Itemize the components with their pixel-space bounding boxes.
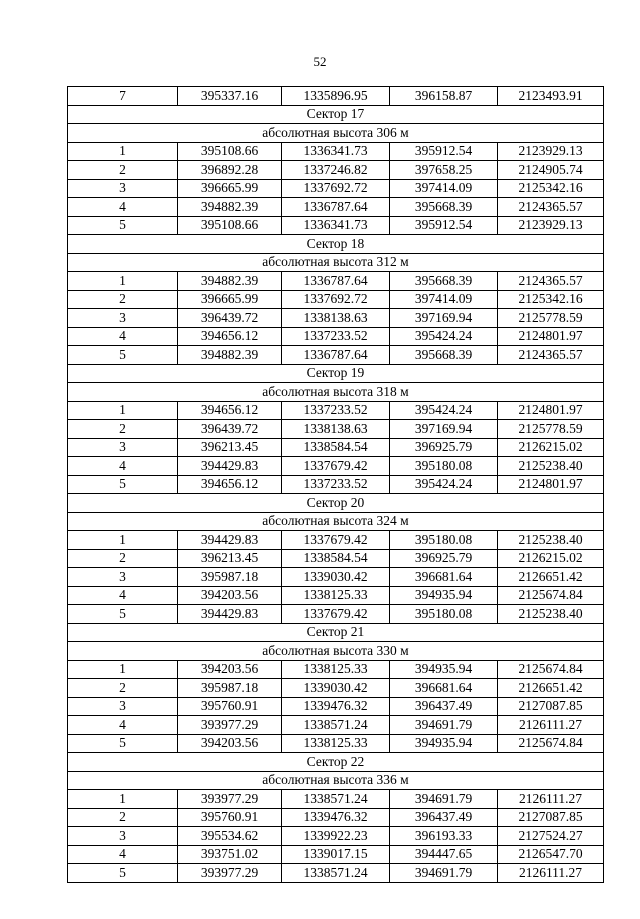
- point-number-cell: 5: [68, 864, 178, 883]
- sector-altitude-row: [68, 642, 604, 661]
- coordinate-cell: 395760.91: [178, 697, 282, 716]
- sector-title-row: [68, 105, 604, 124]
- coordinate-cell: 1338571.24: [282, 790, 390, 809]
- table-row: [68, 790, 604, 809]
- point-number-cell: 4: [68, 327, 178, 346]
- sector-title: Сектор 17: [68, 105, 604, 124]
- coordinate-cell: 1336787.64: [282, 346, 390, 365]
- coordinate-cell: 2124905.74: [498, 161, 604, 180]
- coordinate-cell: 2125674.84: [498, 734, 604, 753]
- point-number-cell: 5: [68, 346, 178, 365]
- point-number-cell: 5: [68, 605, 178, 624]
- coordinate-cell: 394691.79: [390, 864, 498, 883]
- coordinate-cell: 1337233.52: [282, 475, 390, 494]
- sector-altitude: абсолютная высота 312 м: [68, 253, 604, 272]
- coordinate-cell: 1337246.82: [282, 161, 390, 180]
- point-number-cell: 5: [68, 734, 178, 753]
- table-row: [68, 845, 604, 864]
- coordinate-cell: 394691.79: [390, 790, 498, 809]
- table-row: [68, 420, 604, 439]
- sector-altitude-row: [68, 512, 604, 531]
- point-number-cell: 3: [68, 827, 178, 846]
- coordinate-cell: 393977.29: [178, 864, 282, 883]
- coordinate-cell: 396158.87: [390, 87, 498, 106]
- table-row: [68, 438, 604, 457]
- coordinate-cell: 2124801.97: [498, 475, 604, 494]
- coordinate-cell: 397414.09: [390, 290, 498, 309]
- point-number-cell: 3: [68, 309, 178, 328]
- coordinate-cell: 394203.56: [178, 660, 282, 679]
- coordinate-cell: 2126547.70: [498, 845, 604, 864]
- coordinate-cell: 1337692.72: [282, 179, 390, 198]
- coordinate-cell: 397169.94: [390, 420, 498, 439]
- coordinate-cell: 394656.12: [178, 327, 282, 346]
- coordinate-cell: 393977.29: [178, 790, 282, 809]
- sector-altitude: абсолютная высота 336 м: [68, 771, 604, 790]
- coordinate-cell: 2124365.57: [498, 198, 604, 217]
- table-row: [68, 549, 604, 568]
- coordinate-cell: 1338571.24: [282, 716, 390, 735]
- table-row: [68, 531, 604, 550]
- coordinate-cell: 2124801.97: [498, 401, 604, 420]
- coordinate-cell: 395912.54: [390, 216, 498, 235]
- sector-altitude: абсолютная высота 330 м: [68, 642, 604, 661]
- coordinate-cell: 394429.83: [178, 457, 282, 476]
- coordinate-cell: 1335896.95: [282, 87, 390, 106]
- coordinate-cell: 2126651.42: [498, 679, 604, 698]
- coordinate-cell: 394203.56: [178, 586, 282, 605]
- coordinate-cell: 2124801.97: [498, 327, 604, 346]
- coordinate-cell: 2124365.57: [498, 346, 604, 365]
- table-row: [68, 827, 604, 846]
- table-row: [68, 716, 604, 735]
- coordinate-cell: 2125238.40: [498, 457, 604, 476]
- coordinate-cell: 397414.09: [390, 179, 498, 198]
- coordinate-cell: 2124365.57: [498, 272, 604, 291]
- coordinate-cell: 396681.64: [390, 568, 498, 587]
- coordinate-cell: 2125238.40: [498, 531, 604, 550]
- point-number-cell: 4: [68, 716, 178, 735]
- coordinate-cell: 396665.99: [178, 290, 282, 309]
- point-number-cell: 7: [68, 87, 178, 106]
- coordinate-cell: 1338138.63: [282, 420, 390, 439]
- point-number-cell: 2: [68, 808, 178, 827]
- page-number: 52: [313, 54, 327, 69]
- sector-altitude: абсолютная высота 324 м: [68, 512, 604, 531]
- coordinate-cell: 396925.79: [390, 438, 498, 457]
- coordinate-cell: 394882.39: [178, 272, 282, 291]
- coordinate-cell: 397169.94: [390, 309, 498, 328]
- coordinate-cell: 395760.91: [178, 808, 282, 827]
- coordinate-cell: 394882.39: [178, 346, 282, 365]
- coordinates-table-body: [68, 87, 604, 883]
- coordinate-cell: 2125674.84: [498, 586, 604, 605]
- point-number-cell: 2: [68, 161, 178, 180]
- coordinate-cell: 395987.18: [178, 679, 282, 698]
- coordinate-cell: 395668.39: [390, 346, 498, 365]
- table-row: [68, 161, 604, 180]
- coordinate-cell: 2126215.02: [498, 549, 604, 568]
- coordinate-cell: 395108.66: [178, 142, 282, 161]
- coordinate-cell: 1337233.52: [282, 401, 390, 420]
- sector-title-row: [68, 623, 604, 642]
- coordinate-cell: 393751.02: [178, 845, 282, 864]
- coordinate-cell: 1336787.64: [282, 272, 390, 291]
- point-number-cell: 1: [68, 790, 178, 809]
- coordinate-cell: 1336787.64: [282, 198, 390, 217]
- point-number-cell: 1: [68, 531, 178, 550]
- coordinate-cell: 1339922.23: [282, 827, 390, 846]
- table-row: [68, 660, 604, 679]
- sector-altitude-row: [68, 771, 604, 790]
- coordinate-cell: 2127087.85: [498, 697, 604, 716]
- coordinate-cell: 1337679.42: [282, 531, 390, 550]
- coordinate-cell: 394691.79: [390, 716, 498, 735]
- coordinate-cell: 1339017.15: [282, 845, 390, 864]
- coordinate-cell: 395668.39: [390, 198, 498, 217]
- coordinate-cell: 2127524.27: [498, 827, 604, 846]
- table-row: [68, 290, 604, 309]
- coordinate-cell: 394882.39: [178, 198, 282, 217]
- coordinate-cell: 396437.49: [390, 697, 498, 716]
- table-row: [68, 142, 604, 161]
- table-row: [68, 568, 604, 587]
- sector-altitude-row: [68, 253, 604, 272]
- sector-altitude: абсолютная высота 306 м: [68, 124, 604, 143]
- coordinate-cell: 1338125.33: [282, 660, 390, 679]
- table-row: [68, 864, 604, 883]
- coordinate-cell: 2125778.59: [498, 420, 604, 439]
- coordinate-cell: 396892.28: [178, 161, 282, 180]
- table-row: [68, 457, 604, 476]
- sector-title-row: [68, 753, 604, 772]
- table-row: [68, 346, 604, 365]
- table-row: [68, 179, 604, 198]
- sector-title: Сектор 20: [68, 494, 604, 513]
- table-row: [68, 679, 604, 698]
- point-number-cell: 2: [68, 290, 178, 309]
- coordinate-cell: 2126111.27: [498, 790, 604, 809]
- coordinate-cell: 395424.24: [390, 327, 498, 346]
- coordinate-cell: 2125238.40: [498, 605, 604, 624]
- coordinate-cell: 1339476.32: [282, 697, 390, 716]
- coordinate-cell: 395108.66: [178, 216, 282, 235]
- coordinate-cell: 1337679.42: [282, 605, 390, 624]
- coordinate-cell: 2126651.42: [498, 568, 604, 587]
- coordinate-cell: 2125674.84: [498, 660, 604, 679]
- coordinate-cell: 397658.25: [390, 161, 498, 180]
- coordinate-cell: 395424.24: [390, 475, 498, 494]
- coordinate-cell: 394429.83: [178, 605, 282, 624]
- table-row: [68, 327, 604, 346]
- coordinate-cell: 394429.83: [178, 531, 282, 550]
- coordinate-cell: 1338584.54: [282, 549, 390, 568]
- coordinate-cell: 2126215.02: [498, 438, 604, 457]
- coordinate-cell: 396665.99: [178, 179, 282, 198]
- coordinate-cell: 2126111.27: [498, 864, 604, 883]
- table-row: [68, 586, 604, 605]
- point-number-cell: 5: [68, 216, 178, 235]
- table-row: [68, 272, 604, 291]
- sector-title: Сектор 18: [68, 235, 604, 254]
- coordinate-cell: 395180.08: [390, 457, 498, 476]
- point-number-cell: 4: [68, 198, 178, 217]
- point-number-cell: 4: [68, 586, 178, 605]
- coordinate-cell: 1336341.73: [282, 142, 390, 161]
- coordinate-cell: 394656.12: [178, 475, 282, 494]
- sector-altitude: абсолютная высота 318 м: [68, 383, 604, 402]
- sector-title-row: [68, 235, 604, 254]
- table-row: [68, 475, 604, 494]
- sector-title-row: [68, 494, 604, 513]
- coordinate-cell: 396439.72: [178, 309, 282, 328]
- sector-altitude-row: [68, 383, 604, 402]
- coordinate-cell: 396925.79: [390, 549, 498, 568]
- table-row: [68, 198, 604, 217]
- coordinate-cell: 394935.94: [390, 586, 498, 605]
- coordinate-cell: 395180.08: [390, 531, 498, 550]
- point-number-cell: 3: [68, 568, 178, 587]
- coordinate-cell: 396437.49: [390, 808, 498, 827]
- coordinate-cell: 2123493.91: [498, 87, 604, 106]
- table-row: [68, 605, 604, 624]
- coordinate-cell: 395534.62: [178, 827, 282, 846]
- table-row: [68, 808, 604, 827]
- point-number-cell: 4: [68, 845, 178, 864]
- coordinate-cell: 1338138.63: [282, 309, 390, 328]
- coordinate-cell: 2125342.16: [498, 290, 604, 309]
- sector-title: Сектор 22: [68, 753, 604, 772]
- coordinate-cell: 2125778.59: [498, 309, 604, 328]
- coordinate-cell: 394656.12: [178, 401, 282, 420]
- point-number-cell: 4: [68, 457, 178, 476]
- table-row: [68, 87, 604, 106]
- point-number-cell: 1: [68, 142, 178, 161]
- coordinate-cell: 395424.24: [390, 401, 498, 420]
- coordinate-cell: 395987.18: [178, 568, 282, 587]
- coordinate-cell: 1337679.42: [282, 457, 390, 476]
- coordinate-cell: 2123929.13: [498, 216, 604, 235]
- coordinate-cell: 396681.64: [390, 679, 498, 698]
- table-row: [68, 734, 604, 753]
- coordinate-cell: 1336341.73: [282, 216, 390, 235]
- table-row: [68, 401, 604, 420]
- sector-title-row: [68, 364, 604, 383]
- coordinate-cell: 1338584.54: [282, 438, 390, 457]
- coordinate-cell: 1339030.42: [282, 568, 390, 587]
- coordinate-cell: 2126111.27: [498, 716, 604, 735]
- coordinate-cell: 1339476.32: [282, 808, 390, 827]
- coordinate-cell: 2123929.13: [498, 142, 604, 161]
- coordinate-cell: 396193.33: [390, 827, 498, 846]
- coordinate-cell: 393977.29: [178, 716, 282, 735]
- table-row: [68, 309, 604, 328]
- coordinate-cell: 1339030.42: [282, 679, 390, 698]
- coordinate-cell: 396439.72: [178, 420, 282, 439]
- coordinate-cell: 394203.56: [178, 734, 282, 753]
- sector-altitude-row: [68, 124, 604, 143]
- point-number-cell: 2: [68, 420, 178, 439]
- coordinate-cell: 395180.08: [390, 605, 498, 624]
- coordinate-cell: 1338571.24: [282, 864, 390, 883]
- point-number-cell: 3: [68, 697, 178, 716]
- coordinate-cell: 1338125.33: [282, 734, 390, 753]
- sector-title: Сектор 19: [68, 364, 604, 383]
- point-number-cell: 1: [68, 660, 178, 679]
- coordinate-cell: 394935.94: [390, 660, 498, 679]
- coordinate-cell: 395337.16: [178, 87, 282, 106]
- point-number-cell: 5: [68, 475, 178, 494]
- coordinates-table: [67, 86, 604, 883]
- point-number-cell: 1: [68, 272, 178, 291]
- coordinate-cell: 395912.54: [390, 142, 498, 161]
- point-number-cell: 2: [68, 679, 178, 698]
- coordinate-cell: 2125342.16: [498, 179, 604, 198]
- point-number-cell: 3: [68, 179, 178, 198]
- coordinate-cell: 396213.45: [178, 549, 282, 568]
- table-row: [68, 216, 604, 235]
- point-number-cell: 2: [68, 549, 178, 568]
- coordinate-cell: 395668.39: [390, 272, 498, 291]
- coordinate-cell: 394447.65: [390, 845, 498, 864]
- point-number-cell: 1: [68, 401, 178, 420]
- coordinate-cell: 1337692.72: [282, 290, 390, 309]
- coordinate-cell: 1338125.33: [282, 586, 390, 605]
- sector-title: Сектор 21: [68, 623, 604, 642]
- coordinate-cell: 394935.94: [390, 734, 498, 753]
- coordinate-cell: 2127087.85: [498, 808, 604, 827]
- point-number-cell: 3: [68, 438, 178, 457]
- coordinate-cell: 1337233.52: [282, 327, 390, 346]
- table-row: [68, 697, 604, 716]
- coordinate-cell: 396213.45: [178, 438, 282, 457]
